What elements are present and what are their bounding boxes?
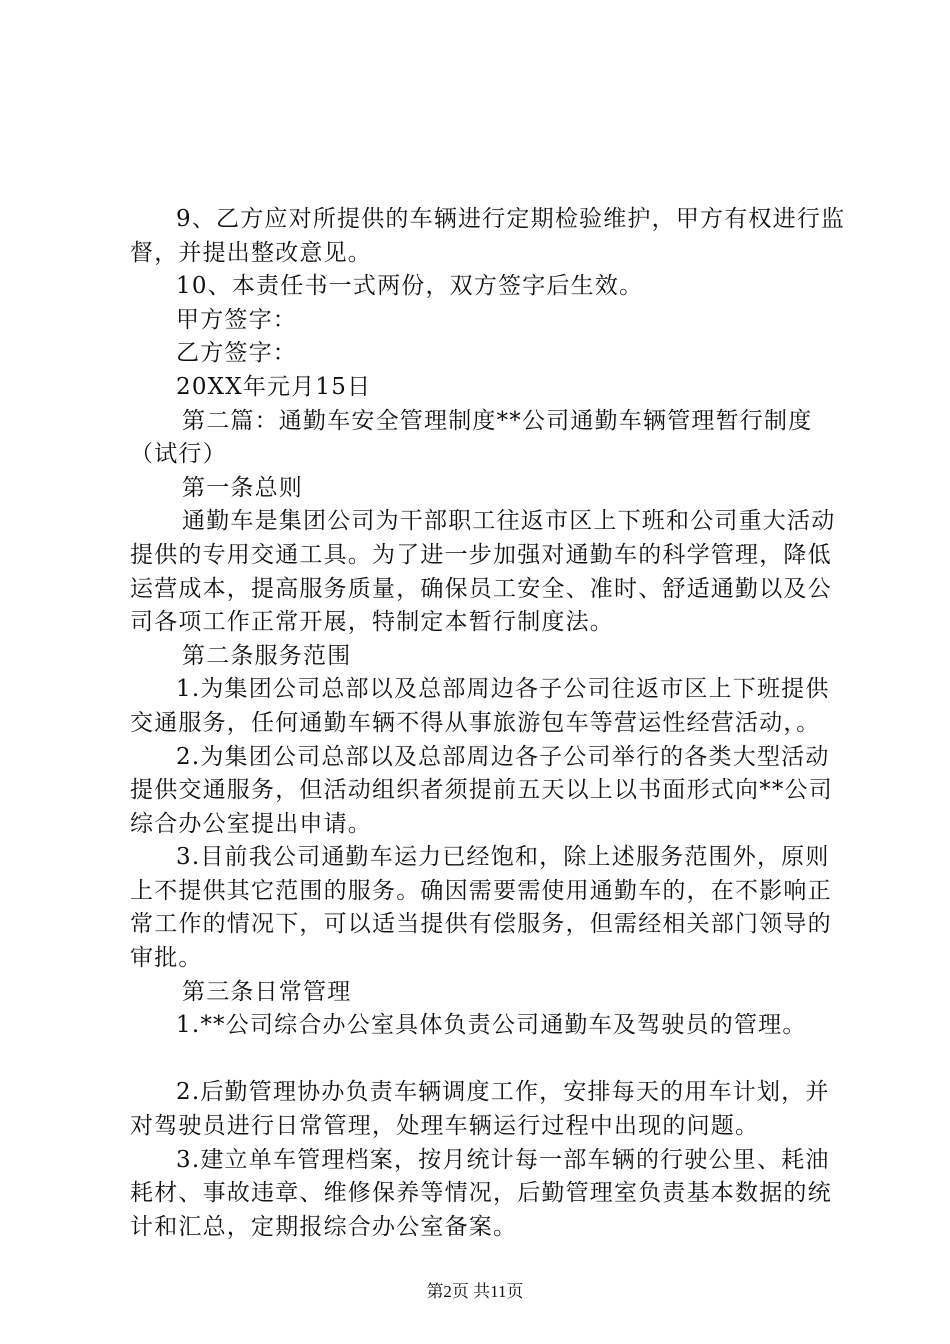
- article-3-item-2: 2.后勤管理协办负责车辆调度工作，安排每天的用车计划，并对驾驶员进行日常管理，处理车辆运行过程中出现的问题。: [130, 1079, 830, 1140]
- paragraph-clause-9: 9、乙方应对所提供的车辆进行定期检验维护，甲方有权进行监督，并提出整改意见。: [130, 206, 846, 266]
- article-2-item-2: 2.为集团公司总部以及总部周边各子公司举行的各类大型活动提供交通服务，但活动组织者须提前五天以上以书面形式向**公司综合办公室提出申请。: [130, 743, 833, 837]
- article-2-item-1: 1.为集团公司总部以及总部周边各子公司往返市区上下班提供交通服务，任何通勤车辆不得从事旅游包车等营运性经营活动，。: [130, 676, 830, 736]
- section-title: 第二篇：通勤车安全管理制度**公司通勤车辆管理暂行制度（试行）: [130, 407, 813, 468]
- article-3-item-3: 3.建立单车管理档案，按月统计每一部车辆的行驶公里、耗油耗材、事故违章、维修保养等情况，后勤管理室负责基本数据的统计和汇总，定期报综合办公室备案。: [130, 1146, 832, 1240]
- page-footer: [0, 1282, 950, 1302]
- party-a-signature-line: 甲方签字：: [176, 306, 297, 333]
- article-2-heading: 第二条服务范围: [182, 642, 352, 669]
- article-1-heading: 第一条总则: [182, 474, 303, 501]
- paragraph-clause-10: 10、本责任书一式两份，双方签字后生效。: [176, 273, 644, 300]
- article-2-item-3: 3.目前我公司通勤车运力已经饱和，除上述服务范围外，原则上不提供其它范围的服务。确因需要需使用通勤车的，在不影响正常工作的情况下，可以适当提供有偿服务，但需经相关部门领导的审批。: [130, 844, 832, 972]
- party-b-signature-line: 乙方签字：: [176, 340, 297, 367]
- paragraph-gap: [130, 1043, 850, 1077]
- article-3-heading: 第三条日常管理: [182, 978, 352, 1005]
- article-3-item-1: 1.**公司综合办公室具体负责公司通勤车及驾驶员的管理。: [176, 1012, 807, 1039]
- document-body: [130, 203, 850, 1244]
- page-number-label: 第2页 共11页: [426, 1282, 524, 1301]
- article-1-body: 通勤车是集团公司为干部职工往返市区上下班和公司重大活动提供的专用交通工具。为了进一步加强对通勤车的科学管理，降低运营成本，提高服务质量，确保员工安全、准时、舒适通勤以及公司各项工作正常开展，特制定本暂行制度法。: [130, 508, 836, 636]
- document-date: 20XX年元月15日: [176, 373, 372, 400]
